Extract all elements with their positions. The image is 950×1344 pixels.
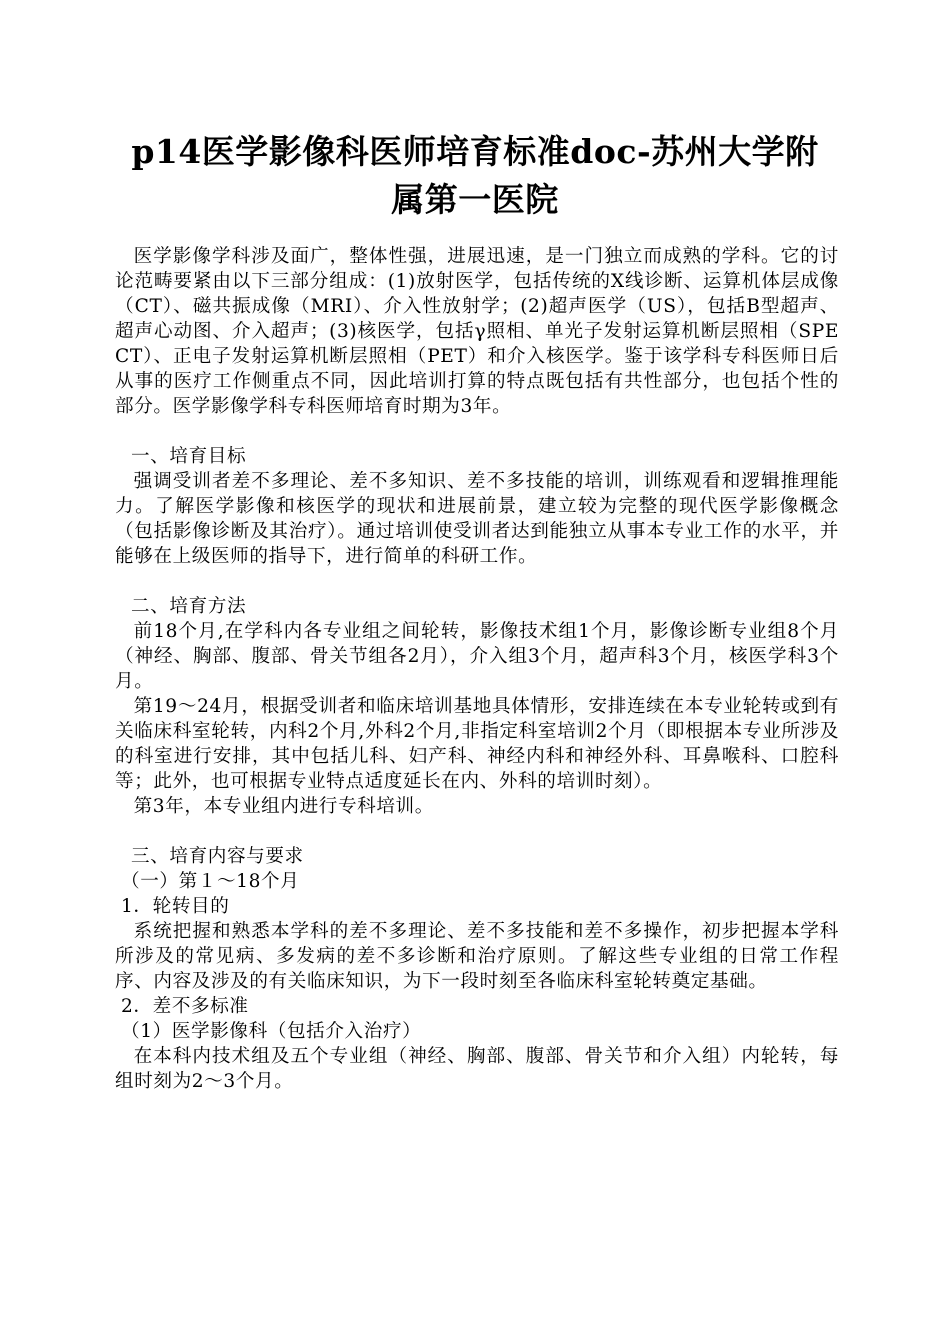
paragraph-spacer xyxy=(115,569,839,594)
item-heading-standard: 2．差不多标准 xyxy=(121,996,249,1017)
section-heading-goals: 一、培育目标 xyxy=(131,446,247,467)
methods-paragraph-2: 第19～24月，根据受训者和临床培训基地具体情形，安排连续在本专业轮转或到有关临床科室轮转，内科2个月,外科2个月,非指定科室培训2个月（即根据本专业所涉及的科室进行安排，其中包括儿科、妇产科、神经内科和神经外科、耳鼻喉科、口腔科等；此外，也可根据专业特点适度延长在内、外科的培训时刻）。 xyxy=(115,696,839,792)
document-body xyxy=(115,244,839,1094)
subsection-heading-months: （一）第１～18个月 xyxy=(121,871,300,892)
section-heading-content: 三、培育内容与要求 xyxy=(131,846,304,867)
methods-paragraph-1: 前18个月,在学科内各专业组之间轮转，影像技术组1个月，影像诊断专业组8个月（神经、胸部、腹部、骨关节组各2月），介入组3个月，超声科3个月，核医学科3个月。 xyxy=(115,621,839,692)
imaging-paragraph: 在本科内技术组及五个专业组（神经、胸部、腹部、骨关节和介入组）内轮转，每组时刻为2～3个月。 xyxy=(115,1046,839,1092)
intro-paragraph: 医学影像学科涉及面广，整体性强，进展迅速，是一门独立而成熟的学科。它的讨论范畴要紧由以下三部分组成：(1)放射医学，包括传统的X线诊断、运算机体层成像（CT）、磁共振成像（MRI）、介入性放射学；(2)超声医学（US），包括B型超声、超声心动图、介入超声；(3)核医学，包括γ照相、单光子发射运算机断层照相（SPECT）、正电子发射运算机断层照相（PET）和介入核医学。鉴于该学科专科医师日后从事的医疗工作侧重点不同，因此培训打算的特点既包括有共性部分，也包括个性的部分。医学影像学科专科医师培育时期为3年。 xyxy=(115,246,839,417)
subitem-heading-imaging: （1）医学影像科（包括介入治疗） xyxy=(121,1021,422,1042)
paragraph-spacer xyxy=(115,419,839,444)
section-heading-methods: 二、培育方法 xyxy=(131,596,247,617)
methods-paragraph-3: 第3年，本专业组内进行专科培训。 xyxy=(133,796,434,817)
goals-paragraph: 强调受训者差不多理论、差不多知识、差不多技能的培训，训练观看和逻辑推理能力。了解医学影像和核医学的现状和进展前景，建立较为完整的现代医学影像概念（包括影像诊断及其治疗）。通过培训使受训者达到能独立从事本专业工作的水平，并能够在上级医师的指导下，进行简单的科研工作。 xyxy=(115,471,839,567)
item-heading-purpose: 1．轮转目的 xyxy=(121,896,230,917)
page-title: p14医学影像科医师培育标准doc-苏州大学附属第一医院 xyxy=(131,132,819,219)
purpose-paragraph: 系统把握和熟悉本学科的差不多理论、差不多技能和差不多操作，初步把握本学科所涉及的常见病、多发病的差不多诊断和治疗原则。了解这些专业组的日常工作程序、内容及涉及的有关临床知识，为下一段时刻至各临床科室轮转奠定基础。 xyxy=(115,921,839,992)
paragraph-spacer xyxy=(115,819,839,844)
